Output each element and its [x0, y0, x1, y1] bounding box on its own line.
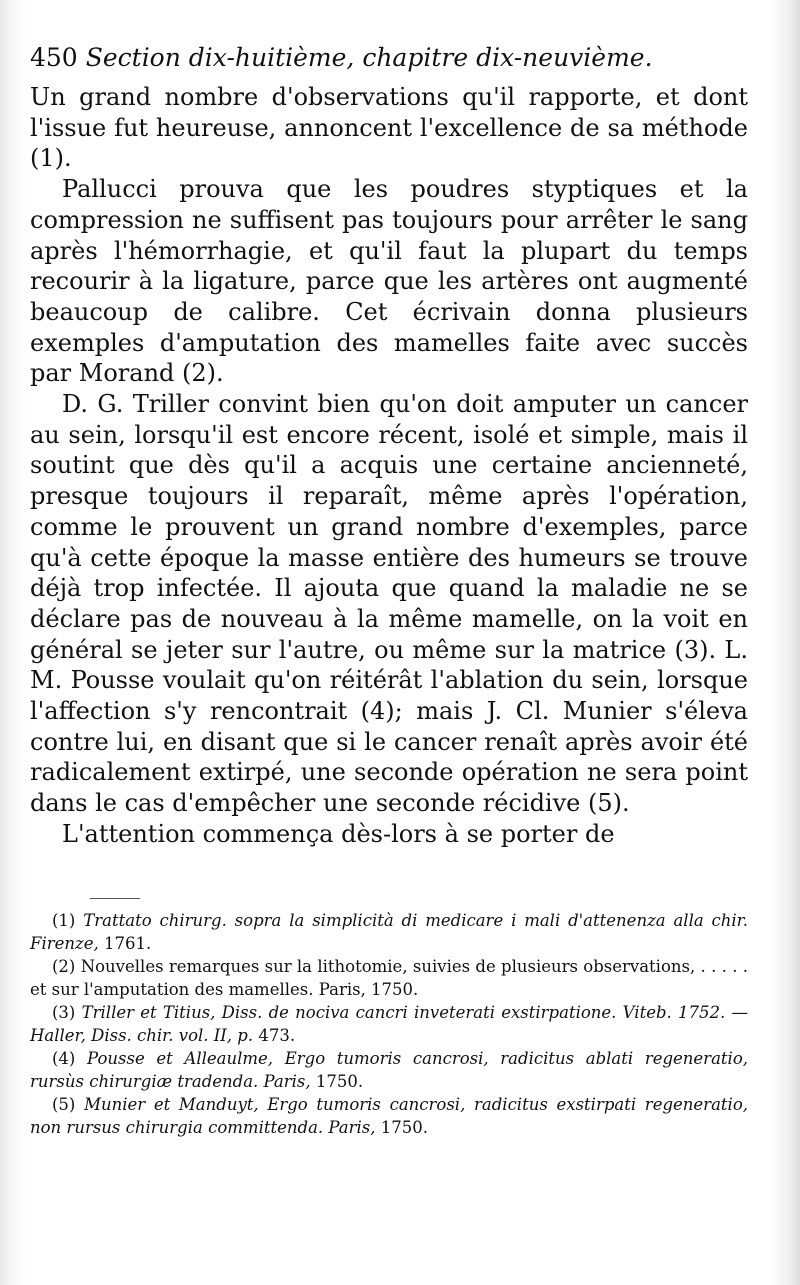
footnote-divider: [90, 898, 140, 899]
paragraph: L'attention commença dès-lors à se porter de: [62, 819, 615, 848]
footnote-mark: (1): [52, 910, 76, 930]
footnote-page: 473.: [253, 1025, 296, 1045]
footnote-date: 1750.: [310, 1071, 364, 1091]
footnote: [30, 955, 748, 1001]
paragraph: Un grand nombre d'observations qu'il rapporte, et dont l'issue fut heureuse, annoncent l'excellence de sa méthode (1).: [30, 83, 748, 173]
footnote-citation: Triller et Titius, Diss. de nociva cancri inveterati exstirpatione. Viteb. 1752. — Haller, Diss. chir. vol. II, p.: [30, 1002, 748, 1045]
page-number: 450: [30, 43, 78, 72]
footnote-date: 1761.: [98, 933, 152, 953]
footnote-citation: Trattato chirurg. sopra la simplicità di medicare i mali d'attenenza alla chir. Firenze,: [30, 910, 748, 953]
footnote: [30, 1093, 748, 1139]
footnote-mark: (2): [52, 956, 76, 976]
body-text: [30, 82, 748, 850]
footnotes: [30, 909, 748, 1139]
footnote-mark: (3): [52, 1002, 76, 1022]
footnote-mark: (5): [52, 1094, 76, 1114]
footnote: [30, 909, 748, 955]
footnote-citation: Munier et Manduyt, Ergo tumoris cancrosi, radicitus exstirpati regeneratio, non rursus chirurgia committenda. Paris,: [30, 1094, 748, 1137]
footnote-date: 1750.: [375, 1117, 428, 1137]
paragraph: Pallucci prouva que les poudres styptiques et la compression ne suffisent pas toujours pour arrêter le sang après l'hémorrhagie, et qu'il faut la plupart du temps recourir à la ligature, parce que les artères ont augmenté beaucoup de calibre. Cet écrivain donna plusieurs exemples d'amputation des mamelles faite avec succès par Morand (2).: [30, 175, 748, 388]
footnote-citation: Pousse et Alleaulme, Ergo tumoris cancrosi, radicitus ablati regeneratio, rursùs chirurgiæ tradenda. Paris,: [30, 1048, 748, 1091]
footnote-citation: Nouvelles remarques sur la lithotomie, suivies de plusieurs observations, . . . . . et sur l'amputation des mamelles. Paris, 1750.: [30, 956, 748, 999]
running-header: [30, 42, 748, 82]
footnote: [30, 1047, 748, 1093]
paragraph: D. G. Triller convint bien qu'on doit amputer un cancer au sein, lorsqu'il est encore récent, isolé et simple, mais il soutint que dès qu'il a acquis une certaine ancienneté, presque toujours il reparaît, même après l'opération, comme le prouvent un grand nombre d'exemples, parce qu'à cette époque la masse entière des humeurs se trouve déjà trop infectée. Il ajouta que quand la maladie ne se déclare pas de nouveau à la même mamelle, on la voit en général se jeter sur l'autre, ou même sur la matrice (3). L. M. Pousse voulait qu'on réitérât l'ablation du sein, lorsque l'affection s'y rencontrait (4); mais J. Cl. Munier s'éleva contre lui, en disant que si le cancer renaît après avoir été radicalement extirpé, une seconde opération ne sera point dans le cas d'empêcher une seconde récidive (5).: [30, 390, 748, 818]
running-title: Section dix-huitième, chapitre dix-neuvième.: [85, 43, 653, 72]
footnote-mark: (4): [52, 1048, 76, 1068]
footnote: [30, 1001, 748, 1047]
